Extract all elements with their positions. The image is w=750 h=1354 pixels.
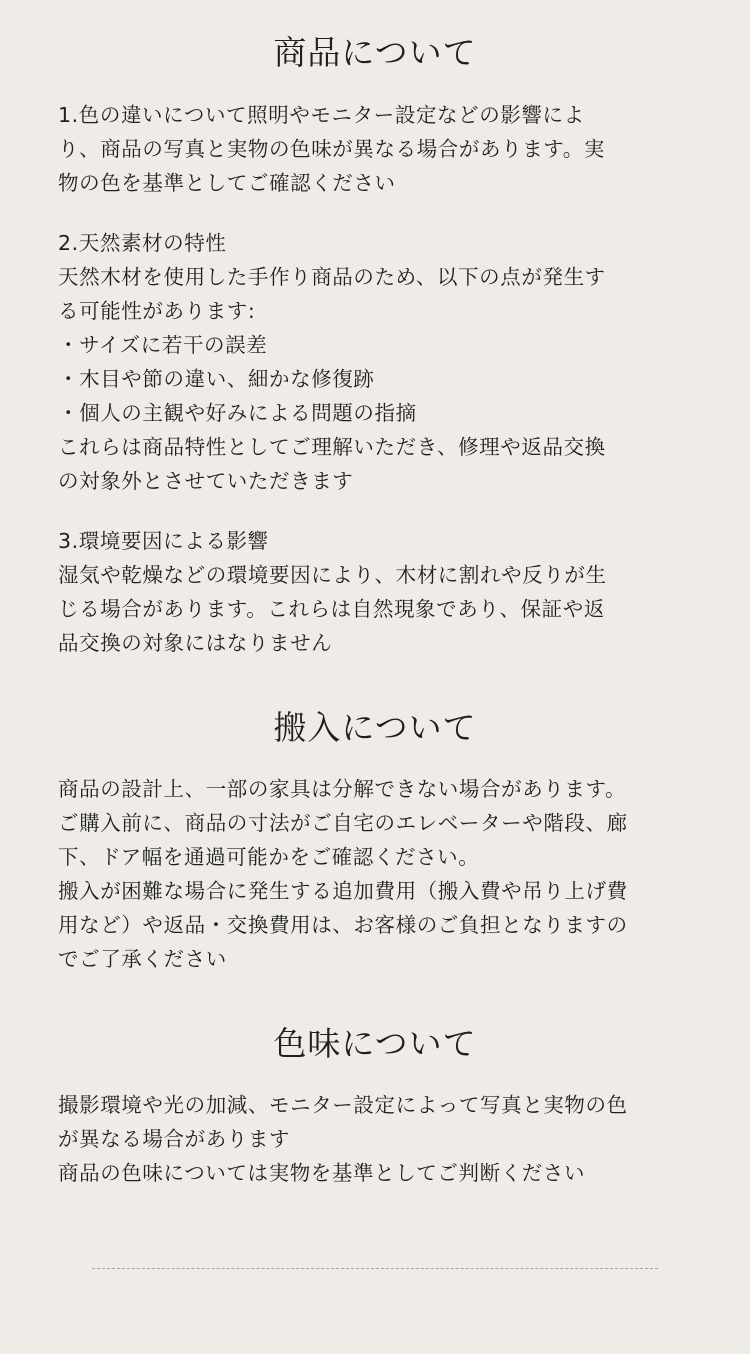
text-line: の対象外とさせていただきます (58, 469, 354, 493)
text-line: これらは商品特性としてご理解いただき、修理や返品交換 (58, 435, 606, 459)
text-line: 用など）や返品・交換費用は、お客様のご負担となりますの (58, 913, 628, 937)
text-line: 撮影環境や光の加減、モニター設定によって写真と実物の色 (58, 1093, 628, 1117)
text-line: 下、ドア幅を通過可能かをご確認ください。 (58, 845, 480, 869)
product-note-environment (58, 524, 698, 660)
text-line: 品交換の対象にはなりません (58, 631, 333, 655)
text-line: でご了承ください (58, 947, 227, 971)
section-title-color: 色味について (273, 1024, 477, 1063)
bullet-item: ・個人の主観や好みによる問題の指摘 (58, 401, 417, 425)
text-line: 3.環境要因による影響 (58, 529, 269, 553)
text-line: が異なる場合があります (58, 1127, 291, 1151)
product-note-natural-material (58, 226, 698, 498)
text-line: じる場合があります。これらは自然現象であり、保証や返 (58, 597, 605, 621)
delivery-note (58, 772, 698, 976)
text-line: 商品の設計上、一部の家具は分解できない場合があります。 (58, 777, 627, 801)
text-line: 1.色の違いについて照明やモニター設定などの影響によ (58, 103, 585, 127)
text-line: 搬入が困難な場合に発生する追加費用（搬入費や吊り上げ費 (58, 879, 628, 903)
bullet-item: ・木目や節の違い、細かな修復跡 (58, 367, 375, 391)
bullet-item: ・サイズに若干の誤差 (58, 333, 268, 357)
text-line: 物の色を基準としてご確認ください (58, 171, 396, 195)
text-line: り、商品の写真と実物の色味が異なる場合があります。実 (58, 137, 605, 161)
text-line: る可能性があります: (58, 299, 256, 323)
text-line: 2.天然素材の特性 (58, 231, 227, 255)
text-line: 商品の色味については実物を基準としてご判断ください (58, 1161, 586, 1185)
dashed-divider (92, 1268, 658, 1269)
text-line: 天然木材を使用した手作り商品のため、以下の点が発生す (58, 265, 606, 289)
section-title-delivery: 搬入について (273, 708, 477, 747)
text-line: 湿気や乾燥などの環境要因により、木材に割れや反りが生 (58, 563, 607, 587)
product-note-color-difference (58, 98, 698, 200)
color-note (58, 1088, 698, 1190)
text-line: ご購入前に、商品の寸法がご自宅のエレベーターや階段、廊 (58, 811, 628, 835)
section-title-product: 商品について (273, 33, 477, 72)
